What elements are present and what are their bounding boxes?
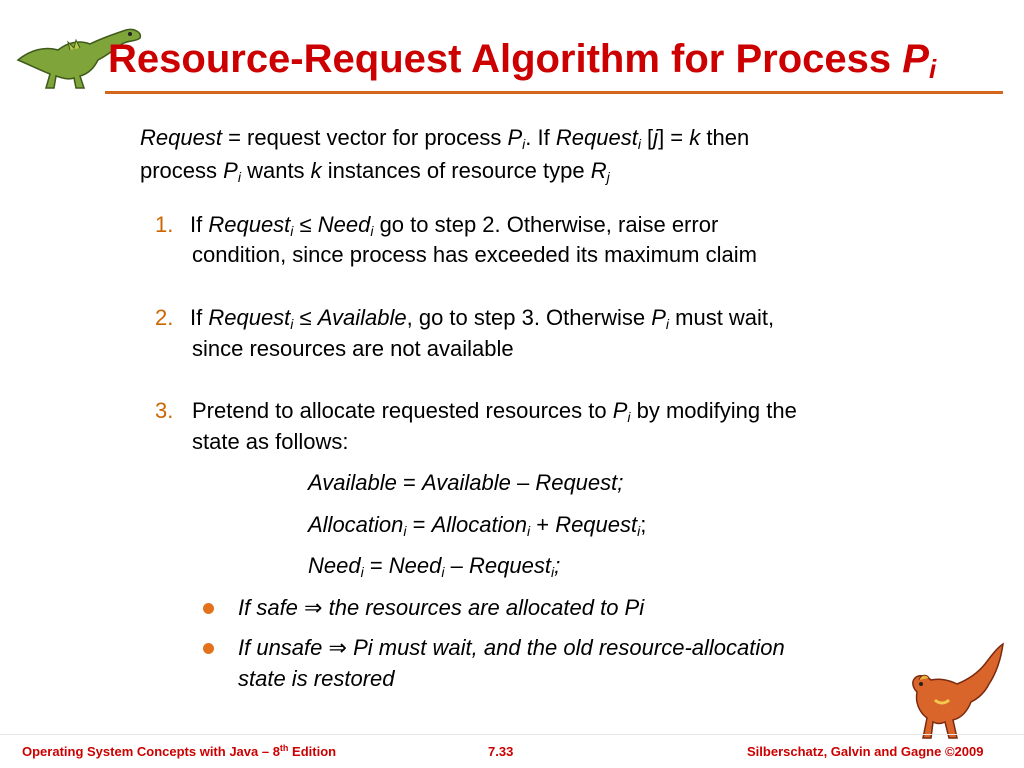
footer-authors: Silberschatz, Galvin and Gagne ©2009 [747, 744, 984, 759]
eq-op: + [530, 512, 556, 537]
eq-var: Request [555, 512, 638, 537]
eq-sub: i [403, 523, 407, 539]
intro-term: Request [140, 125, 222, 150]
bullet-text: If safe [238, 595, 305, 620]
step-text: If [190, 305, 209, 330]
eq-sub: i [441, 564, 445, 580]
step-sub: i [627, 409, 631, 425]
bullet-text: If unsafe [238, 635, 329, 660]
bullet-unsafe-line-1 [238, 633, 785, 663]
eq-sub: i [637, 523, 641, 539]
step-text: , go to step 3. Otherwise [406, 305, 652, 330]
step-text: by modifying the [630, 398, 797, 423]
intro-sub: i [237, 169, 241, 185]
eq-op: – [444, 553, 469, 578]
step-var: Request [208, 305, 291, 330]
step-sub: i [665, 316, 670, 332]
step-2-line-2: since resources are not available [192, 336, 514, 361]
eq-var: Need [308, 553, 361, 578]
title-underline [105, 91, 1003, 94]
intro-text: then [700, 125, 750, 150]
footer-page-number: 7.33 [488, 744, 514, 759]
intro-sub: j [606, 169, 610, 185]
step-3-line-1 [192, 396, 797, 426]
intro-var: R [590, 158, 607, 183]
step-sub: i [370, 223, 374, 239]
intro-text: = request vector for process [221, 125, 508, 150]
intro-var: P [223, 158, 238, 183]
footer-text: Edition [288, 744, 337, 759]
step-var: Available [317, 305, 407, 330]
intro-text: ] = [658, 125, 690, 150]
eq-var: Need [388, 553, 442, 578]
title-text: Resource-Request Algorithm for Process [108, 37, 903, 81]
step-text: Pretend to allocate requested resources to [192, 398, 613, 423]
eq-var: Available [308, 470, 397, 495]
intro-text: process [140, 158, 224, 183]
equation-allocation [308, 510, 646, 540]
eq-sub: i [550, 564, 555, 580]
step-3-line-2: state as follows: [192, 429, 349, 454]
step-text: ≤ [293, 212, 318, 237]
equation-available [308, 468, 623, 498]
step-text: ≤ [293, 305, 318, 330]
intro-text: . If [525, 125, 556, 150]
eq-var: Request [468, 553, 551, 578]
step-number: 2. [155, 305, 174, 330]
footer-book-title [22, 744, 336, 759]
eq-var: Allocation [431, 512, 527, 537]
intro-text: wants [240, 158, 311, 183]
intro-var: k [310, 158, 322, 183]
title-variable: P [902, 37, 929, 81]
intro-var: k [689, 125, 701, 150]
intro-var: j [653, 125, 659, 150]
title-subscript: i [928, 54, 937, 84]
intro-text: instances of resource type [321, 158, 591, 183]
step-1-line-1 [190, 210, 718, 240]
equation-need [308, 551, 560, 581]
step-sub: i [290, 316, 294, 332]
eq-sub: i [526, 523, 531, 539]
step-number: 1. [155, 212, 174, 237]
step-var: P [612, 398, 628, 423]
eq-var: Request; [535, 470, 624, 495]
intro-text: [ [640, 125, 654, 150]
eq-op: = [406, 512, 432, 537]
intro-sub: i [637, 136, 641, 152]
bullet-text: Pi must wait, and the old resource-allocation [346, 635, 785, 660]
step-text: must wait, [669, 305, 775, 330]
step-sub: i [290, 223, 294, 239]
step-1-line-2: condition, since process has exceeded its maximum claim [192, 242, 757, 267]
step-2-line-1 [190, 303, 774, 333]
bullet-text: the resources are allocated to Pi [322, 595, 645, 620]
bullet-safe [238, 593, 644, 623]
step-number: 3. [155, 398, 174, 423]
step-text: go to step 2. Otherwise, raise error [373, 212, 719, 237]
eq-op: = [396, 470, 422, 495]
step-text: If [190, 212, 209, 237]
footer-text: Operating System Concepts with Java – 8 [22, 744, 280, 759]
intro-var: P [507, 125, 523, 150]
step-var: Need [317, 212, 371, 237]
bullet-dot [203, 643, 214, 654]
bullet-unsafe-line-2: state is restored [238, 666, 395, 691]
intro-sub: i [522, 136, 526, 152]
intro-var: Request [555, 125, 638, 150]
eq-sub: i [360, 564, 364, 580]
eq-op: ; [640, 512, 647, 537]
red-dinosaur-icon [905, 640, 1010, 745]
step-var: P [651, 305, 666, 330]
step-var: Request [208, 212, 291, 237]
footer-divider [0, 734, 1024, 735]
bullet-dot [203, 603, 214, 614]
footer-sup: th [279, 743, 289, 753]
eq-op: – [510, 470, 536, 495]
implies-arrow-icon: ⇒ [328, 635, 347, 660]
intro-line-1 [140, 123, 749, 153]
implies-arrow-icon: ⇒ [304, 595, 323, 620]
intro-line-2 [140, 156, 610, 186]
eq-var: Allocation [308, 512, 404, 537]
eq-var: Available [421, 470, 511, 495]
eq-op: = [363, 553, 389, 578]
slide-title [108, 34, 936, 84]
eq-op: ; [554, 553, 561, 578]
